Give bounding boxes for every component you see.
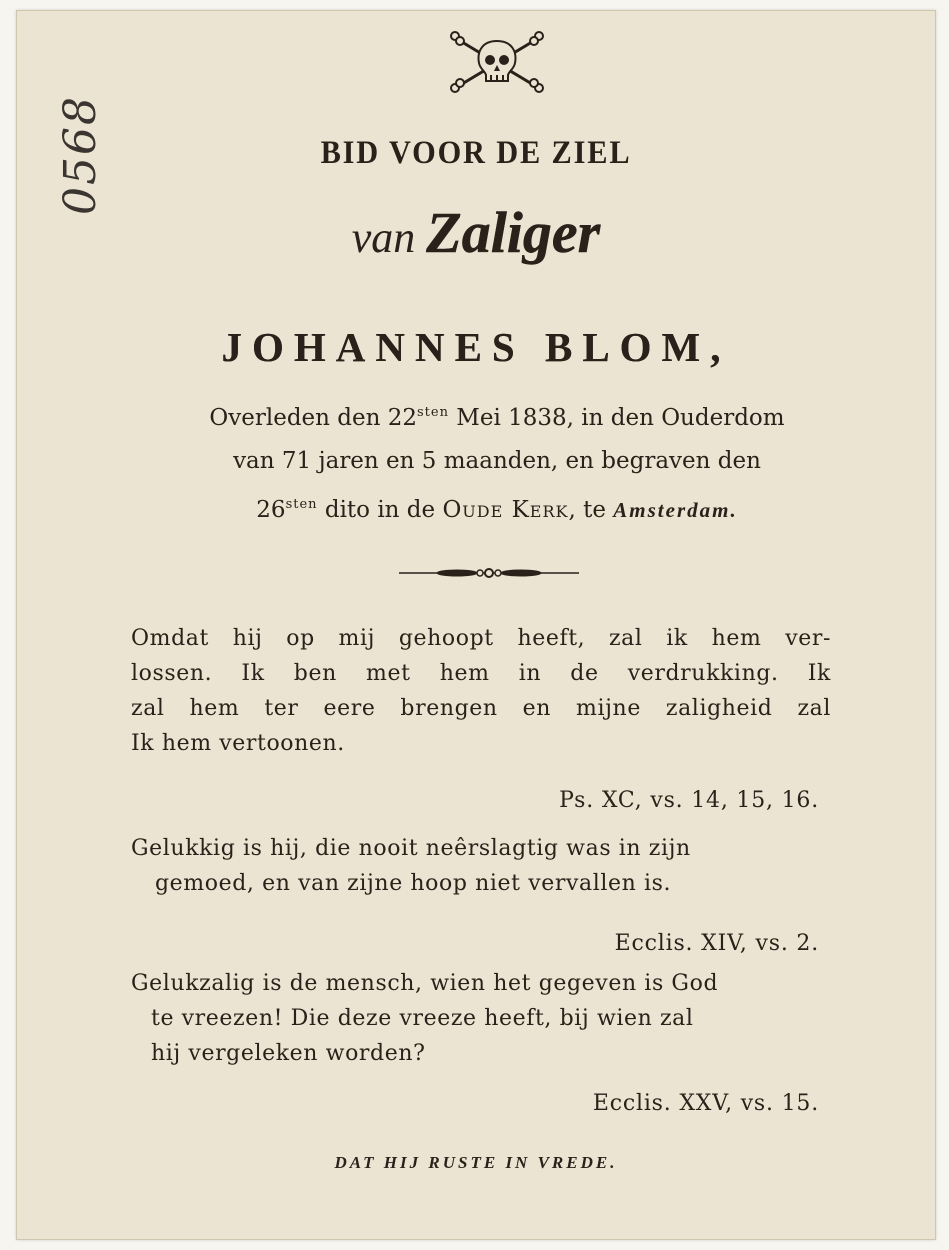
quote-line: hij vergeleken worden? [151,1041,426,1066]
quote-line: te vreezen! Die deze vreeze heeft, bij wien zal [151,1006,694,1031]
subtitle-prefix: van [351,213,416,262]
quote-line: gemoed, en van zijne hoop niet vervallen is. [155,871,672,896]
divider-ornament-icon [399,566,579,580]
quote-line: Ik hem vertoonen. [131,731,345,756]
quote-line: lossen. Ik ben met hem in de verdrukking. Ik [131,661,831,686]
quote-line: Gelukzalig is de mensch, wien het gegeven is God [131,971,719,996]
quote-line: zal hem ter eere brengen en mijne zaligheid zal [131,696,831,721]
quote-1-reference: Ps. XC, vs. 14, 15, 16. [559,788,819,813]
quote-2-reference: Ecclis. XIV, vs. 2. [614,931,819,956]
death-details [117,391,877,532]
details-line-2: van 71 jaren en 5 maanden, en begraven den [233,448,761,474]
quote-3-reference: Ecclis. XXV, vs. 15. [592,1091,819,1116]
church-name: Oude Kerk [442,497,569,523]
city-name: Amsterdam. [613,498,738,522]
card-subtitle [17,199,935,266]
quote-1 [131,621,831,761]
memorial-card [16,10,936,1240]
quote-line: Omdat hij op mij gehoopt heeft, zal ik hem ver- [131,626,831,651]
card-title: BID VOOR DE ZIEL [320,135,632,171]
details-line-1: Overleden den $22^{sten}$ Mei 1838, in den Ouderdom [209,405,785,431]
quote-line: Gelukkig is hij, die nooit neêrslagtig was in zijn [131,836,691,861]
quote-3 [131,966,851,1071]
subtitle-word: Zaliger [426,200,601,265]
inventory-number: 0568 [55,95,106,215]
closing-line: DAT HIJ RUSTE IN VREDE. [334,1153,618,1172]
deceased-name: JOHANNES BLOM, [221,324,731,370]
quote-2 [131,831,851,901]
details-line-3: $26^{sten}$ dito in de Oude Kerk, te Amsterdam. [256,497,738,523]
skull-crossbones-icon [447,31,547,93]
